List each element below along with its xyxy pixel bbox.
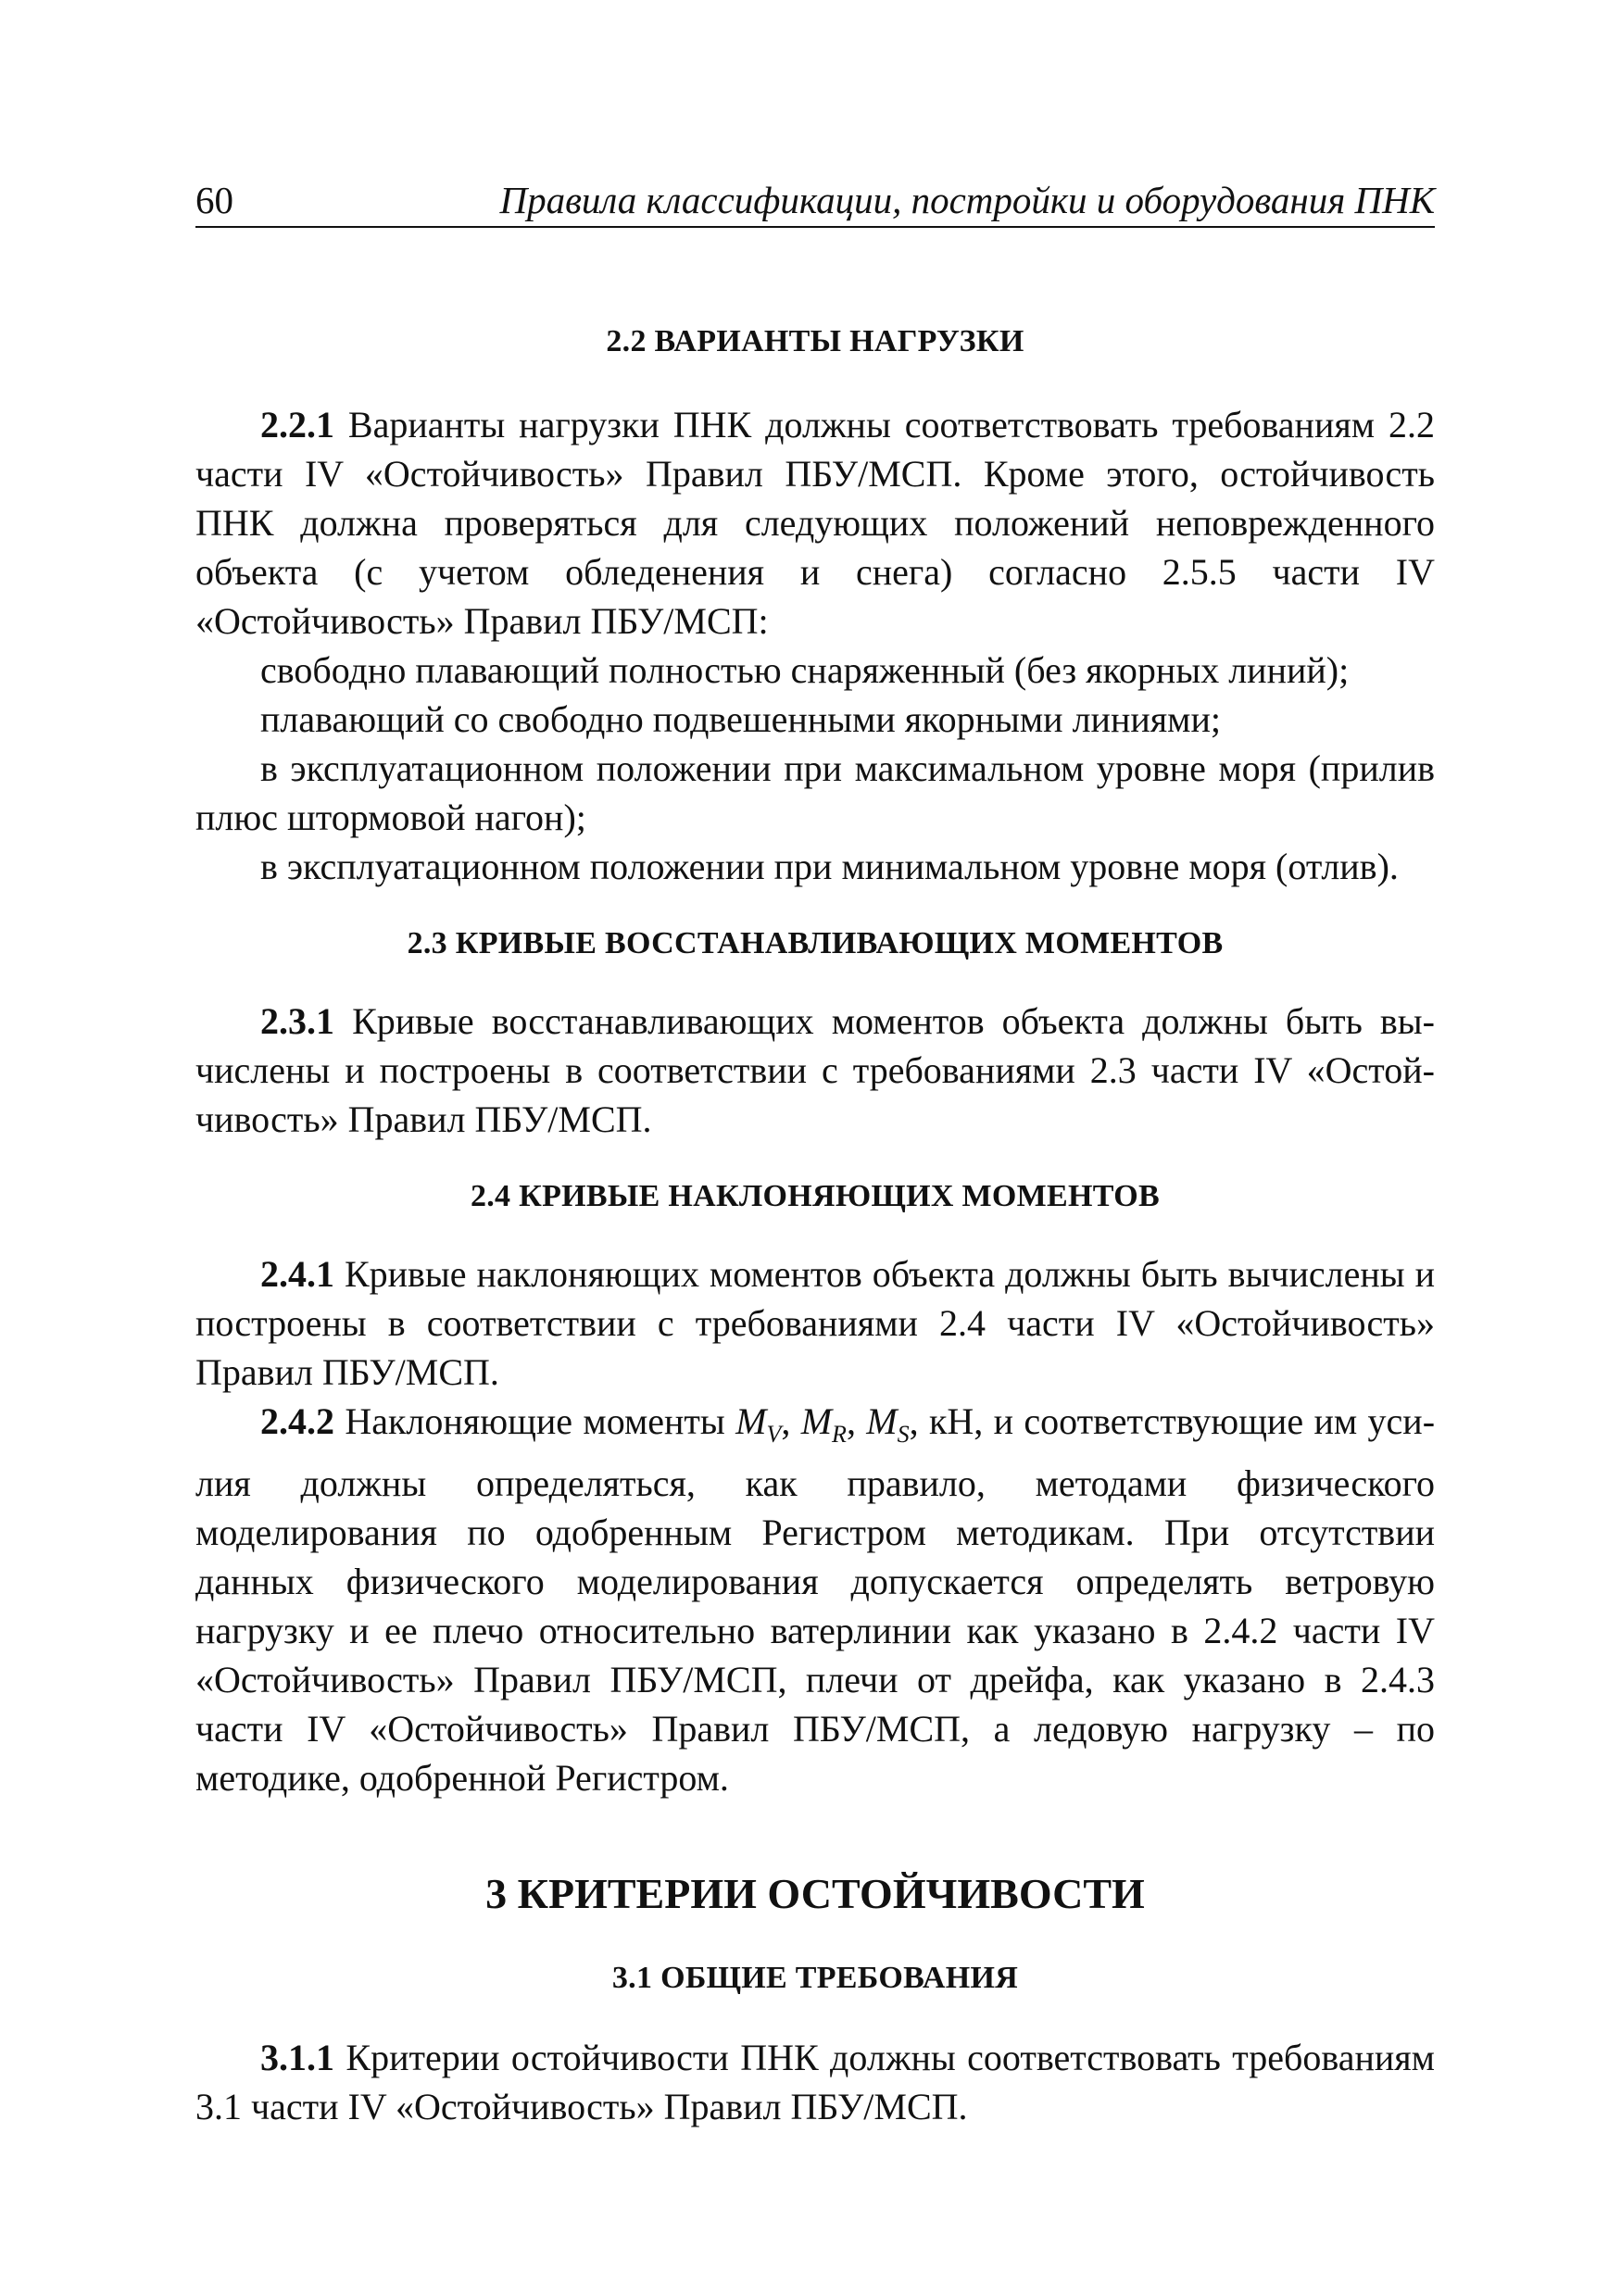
paragraph-text: , кН, и соответствующие им усилия должны определяться, как правило, методами физического моделирования по одобренным Регистром методикам. При отсутствии данных физического моделирования допускается определять ветровую нагрузку и ее плечо относительно ватерлинии как указано в 2.4.2 части IV «Остойчивость» Правил ПБУ/МСП, плечи от дрейфа, как указано в 2.4.3 части IV «Остойчивость» Правил ПБУ/МСП, а ледовую нагрузку – по методике, одобренной Регистром. [195,1400,1436,1799]
page-header [195,174,1435,228]
moment-ms: $M_S$ [866,1400,910,1448]
chapter-3-heading: 3 КРИТЕРИИ ОСТОЙЧИВОСТИ [485,1870,1145,1917]
paragraph-text: Варианты нагрузки ПНК должны соответствовать требованиям 2.2 части IV «Остойчивость» Правил ПБУ/МСП. Кроме этого, остойчивость ПНК должна проверяться для следующих положений неповрежденного объекта (с учетом обледенения и снега) согласно 2.5.5 части IV «Остойчивость» Правил ПБУ/МСП: [195,404,1435,642]
running-title: Правила классификации, постройки и оборудования ПНК [499,179,1435,221]
list-item: свободно плавающий полностью снаряженный (без якорных линий); [260,649,1350,691]
clause-number: 3.1.1 [260,2037,334,2078]
clause-number: 2.3.1 [260,1000,334,1042]
clause-number: 2.4.1 [260,1253,334,1295]
paragraph-2-3-1 [195,997,1435,1144]
paragraph-text: Кривые наклоняющих моментов объекта должны быть вычислены и построены в соответствии с требованиями 2.4 части IV «Остойчивость» Правил ПБУ/МСП. [195,1253,1435,1393]
paragraph-lead: Наклоняющие моменты [334,1400,736,1442]
moment-mr: $M_R$ [800,1400,847,1448]
page-content [195,324,1435,2131]
paragraph-2-4-1 [195,1249,1435,1397]
section-2-3-heading: 2.3 КРИВЫЕ ВОССТАНАВЛИВАЮЩИХ МОМЕНТОВ [407,926,1224,960]
section-2-4-heading: 2.4 КРИВЫЕ НАКЛОНЯЮЩИХ МОМЕНТОВ [470,1179,1161,1213]
section-3-1-heading: 3.1 ОБЩИЕ ТРЕБОВАНИЯ [611,1961,1019,1995]
list-item: плавающий со свободно подвешенными якорными линиями; [260,698,1221,740]
moment-mv: $M_V$ [735,1400,782,1448]
paragraph-2-4-2: 2.4.2 Наклоняющие моменты $M_V$, $M_R$, $M_S$, кН, и соответствующие им усилия должны определяться, как правило, методами физического моделирования по одобренным Регистром методикам. При отсутствии данных физического моделирования допускается определять ветровую нагрузку и ее плечо относительно ватерлинии как указано в 2.4.2 части IV «Остойчивость» Правил ПБУ/МСП, плечи от дрейфа, как указано в 2.4.3 части IV «Остойчивость» Правил ПБУ/МСП, а ледовую нагрузку – по методике, одобренной Регистром. [195,1400,1436,1799]
paragraph-text: Кривые восстанавливающих моментов объекта должны быть вычислены и построены в соответствии с требованиями 2.3 части IV «Остойчивость» Правил ПБУ/МСП. [195,1000,1435,1140]
section-2-2-heading: 2.2 ВАРИАНТЫ НАГРУЗКИ [606,324,1024,358]
list-item: в эксплуатационном положении при максимальном уровне моря (прилив плюс штормовой нагон); [195,747,1435,838]
paragraph-3-1-1 [195,2033,1435,2131]
paragraph-text: Критерии остойчивости ПНК должны соответствовать требованиям 3.1 части IV «Остойчивость» Правил ПБУ/МСП. [195,2037,1435,2127]
list-item: в эксплуатационном положении при минимальном уровне моря (отлив). [260,846,1399,887]
paragraph-2-2-1 [195,400,1435,646]
page-number: 60 [195,179,233,221]
clause-number: 2.4.2 [260,1400,334,1442]
clause-number: 2.2.1 [260,404,334,445]
